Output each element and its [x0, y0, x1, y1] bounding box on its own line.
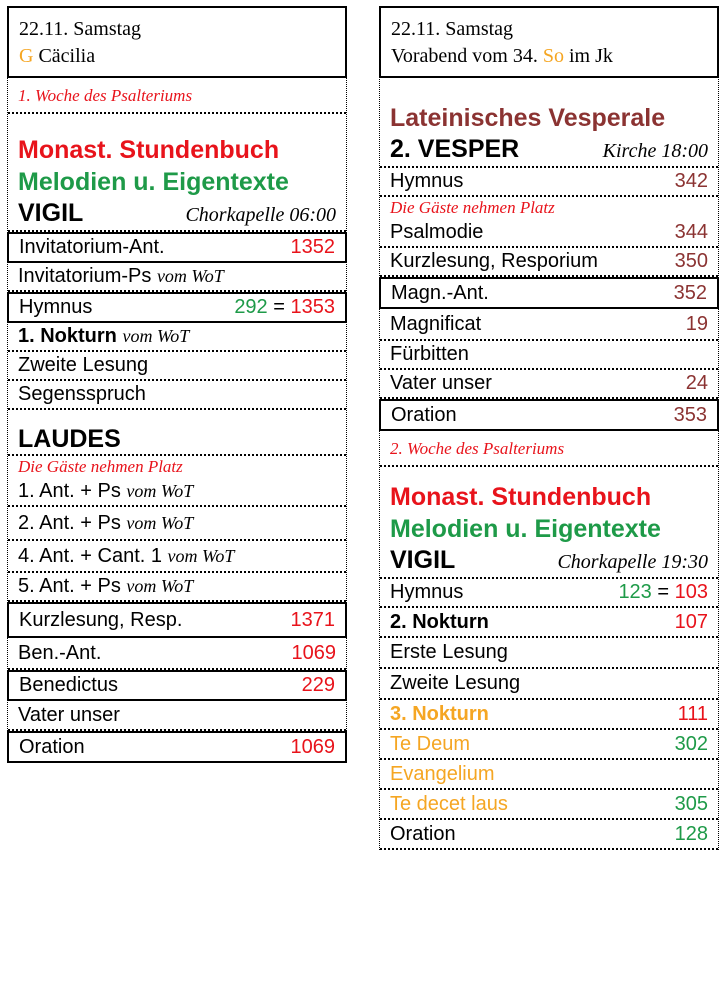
list-item: Oration 353 [379, 399, 719, 431]
list-item: Magnificat 19 [380, 309, 718, 341]
list-item: Ben.-Ant. 1069 [8, 638, 346, 670]
rank-letter: G [19, 45, 34, 67]
vigil-title: VIGIL [390, 546, 456, 574]
list-item: Vater unser [8, 701, 346, 731]
list-item: Te Deum 302 [380, 730, 718, 760]
list-item: Hymnus 292 = 1353 [7, 292, 347, 323]
list-item: Erste Lesung [380, 638, 718, 669]
list-item: 4. Ant. + Cant. 1 vom WoT [8, 541, 346, 573]
vigil-title: VIGIL [18, 199, 84, 227]
list-item: Benedictus 229 [7, 670, 347, 701]
list-item: 1. Ant. + Ps vom WoT [8, 478, 346, 507]
date-label: 22.11. Samstag [391, 18, 514, 40]
psalter-week-label: 1. Woche des Psalteriums [8, 78, 346, 114]
vesper-title: 2. VESPER [390, 135, 520, 163]
list-item: 2. Nokturn 107 [380, 608, 718, 638]
list-item: 3. Nokturn 111 [380, 700, 718, 730]
guests-note: Die Gäste nehmen Platz [390, 198, 555, 217]
list-item: Vater unser 24 [380, 370, 718, 399]
vesper-place-time: Kirche 18:00 [602, 140, 708, 162]
vigil-place-time: Chorkapelle 19:30 [557, 551, 708, 573]
book-title-melodien: Melodien u. Eigentexte [18, 168, 289, 196]
book-title-stundenbuch: Monast. Stundenbuch [18, 136, 280, 164]
vigil-heading [380, 545, 718, 579]
date-label: 22.11. Samstag [19, 18, 142, 40]
left-day-column [7, 6, 347, 763]
list-item: Invitatorium-Ps vom WoT [8, 263, 346, 292]
list-item: Evangelium [380, 760, 718, 790]
right-day-column [379, 6, 719, 850]
laudes-title: LAUDES [18, 425, 121, 453]
book-title-stundenbuch: Monast. Stundenbuch [390, 483, 652, 511]
list-item: Oration 128 [380, 820, 718, 850]
list-item: Fürbitten [380, 341, 718, 370]
book-title-vesperale: Lateinisches Vesperale [390, 104, 666, 132]
list-item: Zweite Lesung [8, 352, 346, 381]
list-item: Invitatorium-Ant. 1352 [7, 232, 347, 263]
list-item: Te decet laus 305 [380, 790, 718, 820]
list-item: Magn.-Ant. 352 [379, 277, 719, 309]
list-item: Hymnus 123 = 103 [380, 579, 718, 608]
right-date-header: 22.11. Samstag Vorabend vom 34. So im Jk [379, 6, 719, 78]
list-item: 5. Ant. + Ps vom WoT [8, 573, 346, 602]
vigil-heading [8, 198, 346, 232]
vigil-place-time: Chorkapelle 06:00 [185, 204, 336, 226]
psalter-week-label: 2. Woche des Psalteriums [380, 431, 718, 467]
list-item: Segensspruch [8, 381, 346, 410]
list-item: Oration 1069 [7, 731, 347, 763]
list-item: Psalmodie 344 [380, 219, 718, 248]
list-item: 1. Nokturn vom WoT [8, 323, 346, 352]
sunday-abbrev: So [542, 45, 564, 67]
list-item: Hymnus 342 [380, 168, 718, 197]
saint-name: Cäcilia [38, 45, 96, 67]
guests-note: Die Gäste nehmen Platz [18, 457, 183, 476]
left-date-header [7, 6, 347, 78]
book-title-melodien: Melodien u. Eigentexte [390, 515, 661, 543]
list-item: Zweite Lesung [380, 669, 718, 700]
list-item: Kurzlesung, Resp. 1371 [7, 602, 347, 638]
list-item: Kurzlesung, Resporium 350 [380, 248, 718, 277]
list-item: 2. Ant. + Ps vom WoT [8, 507, 346, 541]
vesper-heading [380, 134, 718, 168]
